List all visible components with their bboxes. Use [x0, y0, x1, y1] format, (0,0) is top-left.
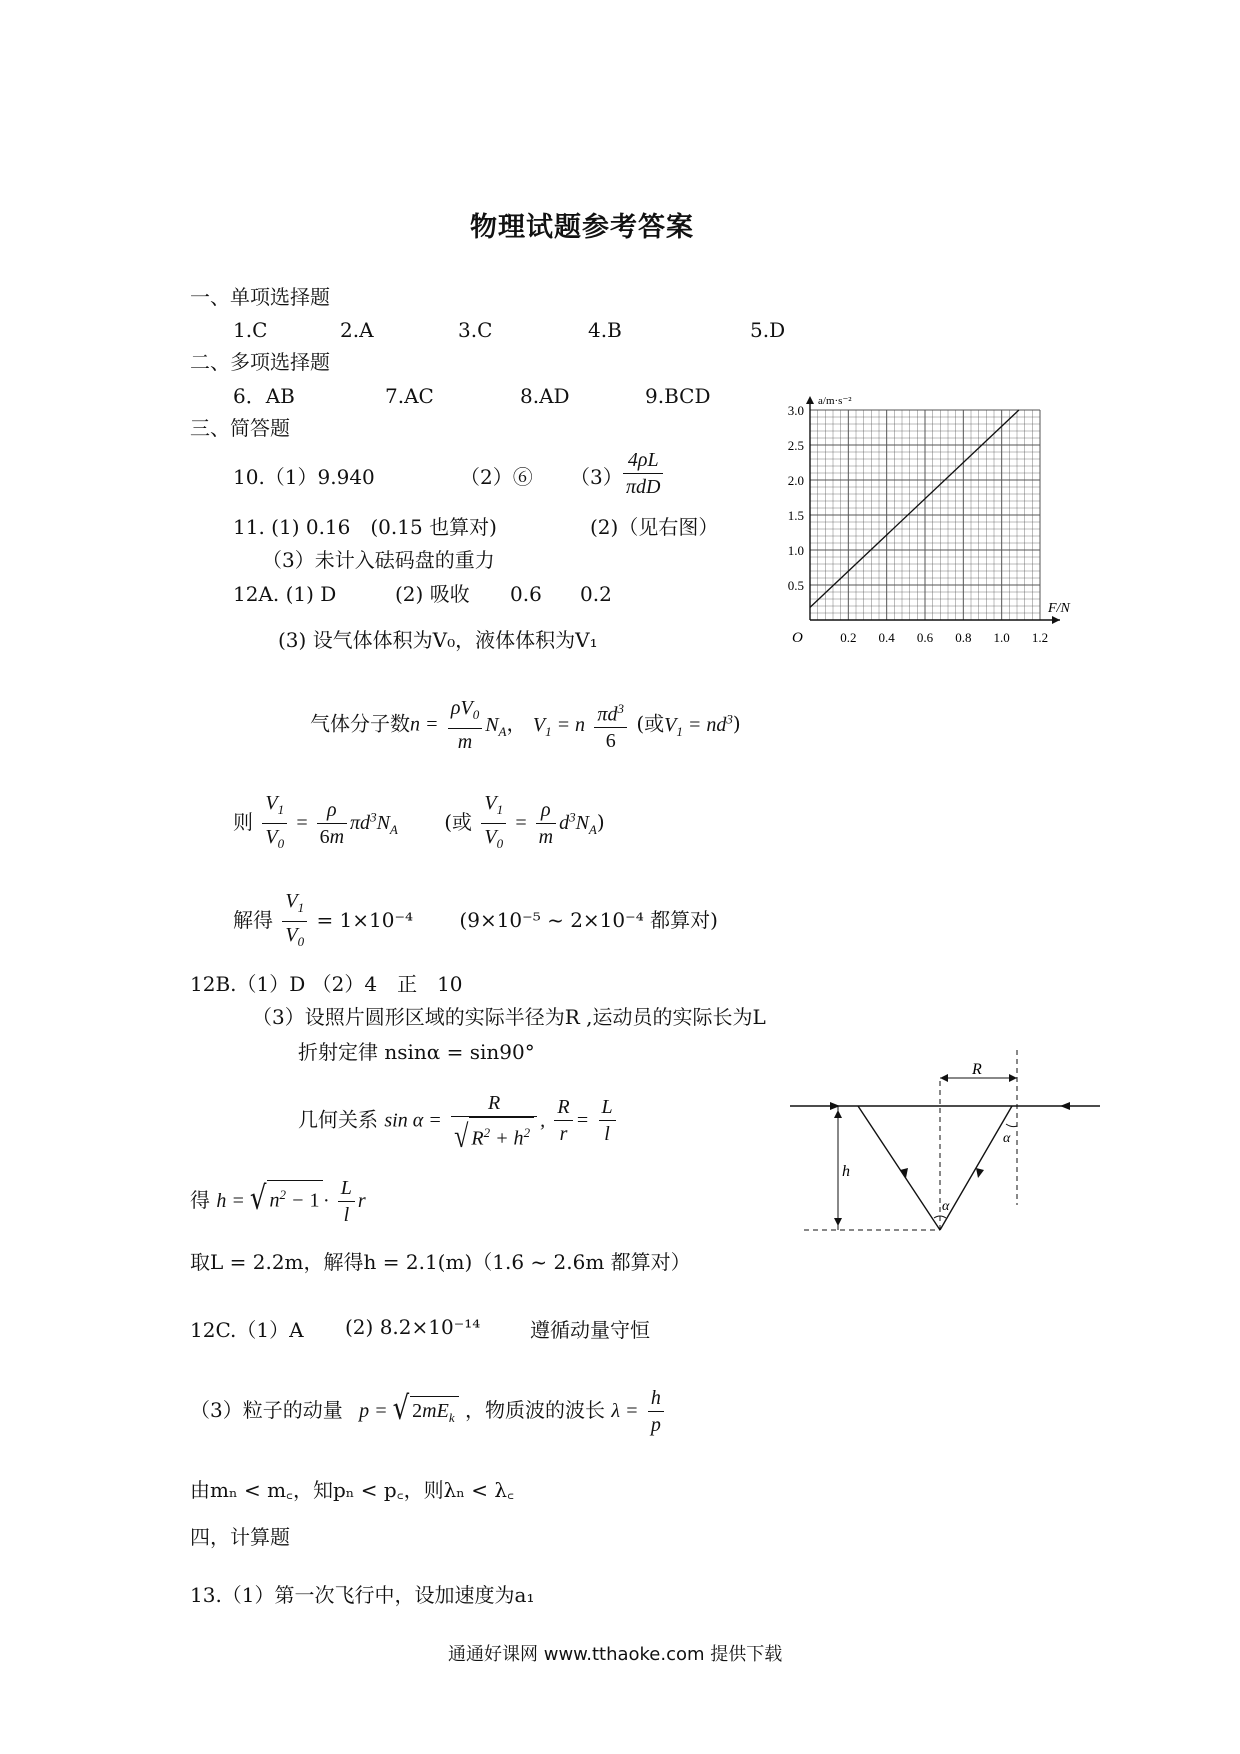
x-tick-label: 0.6 — [916, 630, 934, 645]
section-heading-multiple-choice: 二、多项选择题 — [190, 350, 330, 374]
q12a-line4: 则 $\frac{V_1}{V_0}$ = $\frac{\rho}{6m}$ $\pi d^3N_A$ (或 $\frac{V_1}{V_0}$ = $\frac{\rho}{m}$ $d^3N_A$) — [233, 792, 605, 851]
q12a-line5-prefix: 解得 — [233, 908, 273, 932]
answer-9: 9.BCD — [645, 384, 711, 408]
x-tick-label: 0.2 — [840, 630, 857, 645]
x-axis-arrow-icon — [1052, 616, 1060, 624]
q11-line1-right: (2)（见右图） — [590, 515, 719, 539]
y-tick-label: 2.5 — [787, 438, 804, 453]
footer: 通通好课网 www.tthaoke.com 提供下载 — [448, 1644, 783, 1665]
angle-arc-top — [1006, 1124, 1017, 1127]
section-heading-calculation: 四，计算题 — [190, 1525, 290, 1549]
label-alpha-top: α — [1003, 1131, 1011, 1146]
q10-part1: 10.（1）9.940 — [233, 465, 375, 489]
x-tick-label: 1.2 — [1031, 630, 1049, 645]
q12a-result: = 1×10⁻⁴ — [316, 908, 414, 932]
q12b-line3: 折射定律 nsinα = sin90° — [298, 1040, 535, 1064]
label-h: h — [842, 1163, 850, 1180]
answer-6: 6．AB — [233, 384, 295, 408]
q12a-line4-prefix: 则 — [233, 810, 253, 834]
y-tick-labels — [788, 403, 804, 593]
q12c-line2-mid: ，物质波的波长 — [464, 1398, 605, 1422]
q10-numerator: 4ρL — [623, 447, 663, 474]
refraction-diagram — [790, 1030, 1120, 1250]
y-tick-label: 0.5 — [787, 578, 804, 593]
answer-3: 3.C — [458, 318, 493, 342]
q12b-line5: 得 h = √ $n^2 - 1$ · $\frac{L}{l}$ r — [190, 1177, 366, 1226]
y-tick-label: 1.0 — [787, 543, 804, 558]
graph-grid — [810, 410, 1040, 620]
answer-2: 2.A — [340, 318, 374, 342]
y-axis-label: a/m·s⁻² — [818, 395, 852, 407]
answer-1: 1.C — [233, 318, 268, 342]
q12b-line4: 几何关系 sin α = $\frac{R}{√ R^2 + h^2}$ , $\frac{R}{r}$ = $\frac{L}{l}$ — [298, 1090, 619, 1152]
y-axis-arrow-icon — [806, 396, 814, 404]
y-tick-label: 1.5 — [787, 508, 804, 523]
q12c-line2: （3）粒子的动量 p = √ $2mE_k$ ，物质波的波长 λ = $\frac{h}{p}$ — [190, 1385, 667, 1438]
q12a-line3-prefix: 气体分子数 — [310, 711, 410, 736]
x-tick-label: 1.0 — [993, 630, 1010, 645]
q12c-part3: 遵循动量守恒 — [530, 1318, 650, 1342]
ray-right-arrow-icon — [976, 1168, 984, 1178]
q12b-line5-prefix: 得 — [190, 1188, 210, 1212]
label-alpha-bottom: α — [942, 1199, 950, 1214]
section-heading-single-choice: 一、单项选择题 — [190, 285, 330, 309]
x-tick-label: 0.4 — [878, 630, 895, 645]
q13-line1: 13.（1）第一次飞行中，设加速度为a₁ — [190, 1583, 535, 1607]
q12a-value2: 0.2 — [580, 582, 612, 606]
q12a-line5: 解得 $\frac{V_1}{V_0}$ = 1×10⁻⁴ (9×10⁻⁵ ~ 2×10⁻⁴ 都算对) — [233, 890, 718, 949]
page-title: 物理试题参考答案 — [470, 212, 694, 243]
q12c-part1: 12C.（1）A — [190, 1318, 304, 1342]
y-tick-label: 2.0 — [787, 473, 804, 488]
q12c-part2: (2) 8.2×10⁻¹⁴ — [345, 1315, 481, 1339]
arrow-left-icon — [1060, 1102, 1070, 1110]
q12a-tolerance: (9×10⁻⁵ ~ 2×10⁻⁴ 都算对) — [459, 908, 718, 932]
arrow-down-icon — [834, 1218, 842, 1226]
q10-part3-label: （3） — [570, 465, 623, 489]
q10-denominator: πdD — [626, 476, 661, 498]
r-arrow-right-icon — [1009, 1074, 1017, 1082]
answer-5: 5.D — [750, 318, 786, 342]
answer-4: 4.B — [588, 318, 622, 342]
q12c-line3: 由mₙ < m꜀，知pₙ < p꜀，则λₙ < λ꜀ — [190, 1478, 515, 1502]
q10-formula — [620, 447, 666, 500]
q12a-part1: 12A. (1) D — [233, 582, 337, 606]
acceleration-force-graph — [770, 390, 1090, 660]
q11-line2: （3）未计入砝码盘的重力 — [262, 548, 495, 572]
q12b-line6: 取L = 2.2m，解得h = 2.1(m)（1.6 ~ 2.6m 都算对） — [190, 1250, 691, 1274]
answer-7: 7.AC — [385, 384, 434, 408]
y-tick-label: 3.0 — [787, 403, 804, 418]
r-arrow-left-icon — [940, 1074, 948, 1082]
label-r: R — [972, 1061, 982, 1078]
q11-line1: 11. (1) 0.16 (0.15 也算对) — [233, 515, 497, 539]
answer-8: 8.AD — [520, 384, 570, 408]
q12c-line2-prefix: （3）粒子的动量 — [190, 1398, 343, 1422]
q12a-line3: 气体分子数n = $\frac{\rho V_0}{m}$ $N_A$， $V_1 = n$ $\frac{\pi d^3}{6}$ (或$V_1 = nd^3$) — [310, 697, 741, 753]
arrow-up-icon — [834, 1110, 842, 1118]
q12b-line2: （3）设照片圆形区域的实际半径为R ,运动员的实际长为L — [252, 1005, 766, 1029]
q12a-value1: 0.6 — [510, 582, 542, 606]
q12a-line2: (3) 设气体体积为V₀，液体体积为V₁ — [278, 628, 598, 652]
x-tick-labels — [840, 630, 1048, 645]
ray-left — [858, 1106, 940, 1230]
q10-part2: （2）⑥ — [460, 465, 533, 489]
origin-label: O — [792, 630, 803, 646]
q12a-part2: (2) 吸收 — [395, 582, 470, 606]
section-heading-short-answer: 三、简答题 — [190, 416, 290, 440]
series-line — [810, 410, 1019, 607]
q12b-line1: 12B.（1）D （2）4 正 10 — [190, 972, 463, 996]
x-axis-label: F/N — [1048, 601, 1070, 616]
x-tick-label: 0.8 — [955, 630, 972, 645]
q12b-line4-prefix: 几何关系 — [298, 1107, 378, 1132]
